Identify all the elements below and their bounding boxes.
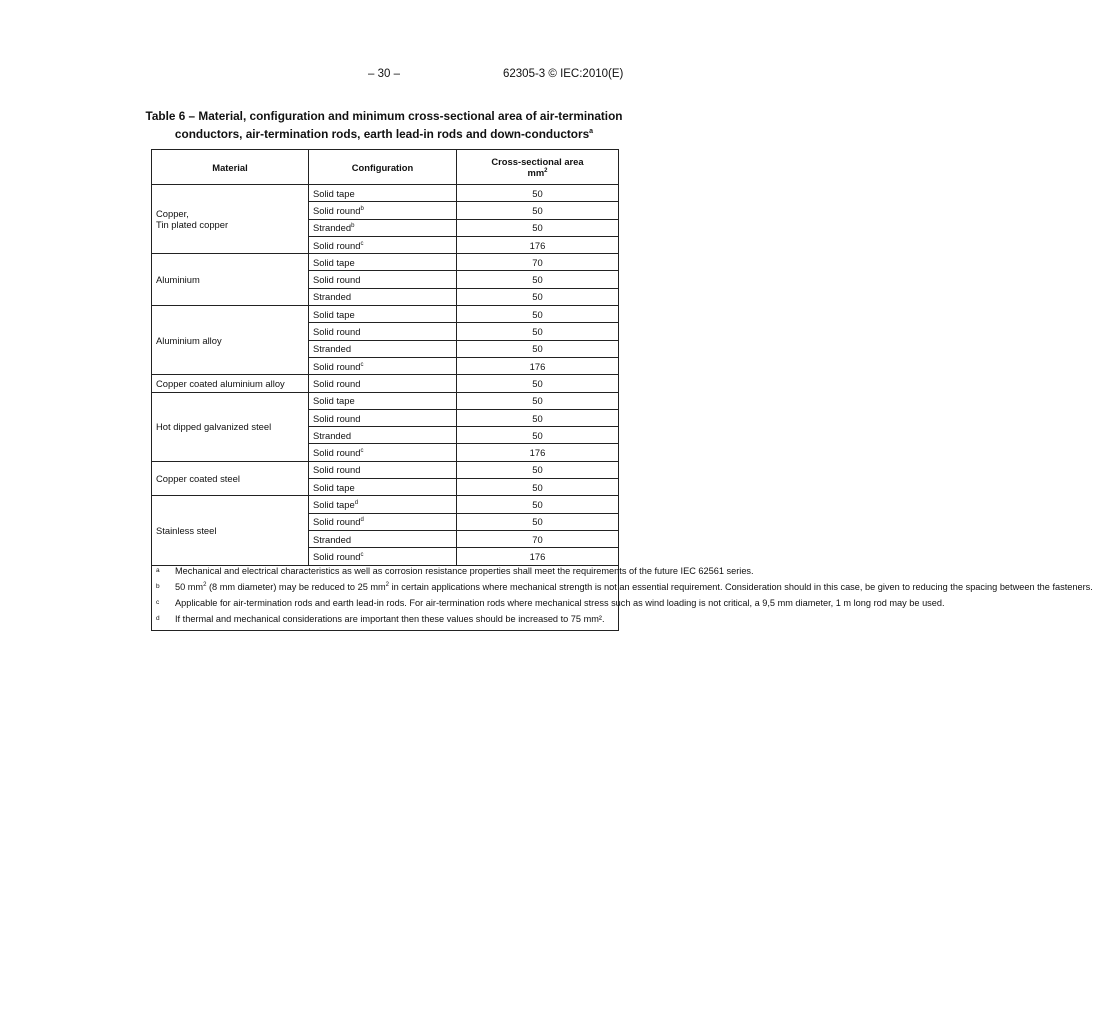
material-name: Aluminium (156, 274, 200, 286)
configuration-cell: Stranded (309, 340, 457, 357)
page-number: – 30 – (368, 68, 400, 80)
footnote-reference: c (360, 551, 364, 558)
area-value-cell: 70 (457, 530, 619, 547)
document-reference: 62305-3 © IEC:2010(E) (503, 68, 624, 80)
material-cell (152, 254, 309, 306)
configuration-cell: Solid round$^c$ (309, 548, 457, 565)
area-value-cell: 50 (457, 202, 619, 219)
area-value-cell: 50 (457, 409, 619, 426)
table-header-row (152, 150, 619, 185)
material-cell (152, 306, 309, 375)
configuration-cell: Solid round (309, 323, 457, 340)
footnotes-row (152, 565, 619, 631)
area-value-cell: 50 (457, 323, 619, 340)
table-row (152, 185, 619, 202)
configuration-cell: Solid round$^c$ (309, 357, 457, 374)
footnotes-cell (152, 565, 1093, 631)
configuration-cell: Solid tape (309, 306, 457, 323)
area-value-cell: 70 (457, 254, 619, 271)
table-row (152, 306, 619, 323)
area-value-cell: 50 (457, 461, 619, 478)
footnote-reference: b (360, 205, 364, 212)
footnote-reference: c (360, 240, 364, 247)
header-area: Cross-sectional area $mm^2$ (457, 150, 619, 185)
configuration-cell: Stranded (309, 427, 457, 444)
configuration-cell: Solid tape (309, 479, 457, 496)
caption-line-1: Table 6 – Material, configuration and minimum cross-sectional area of air-termination (145, 109, 623, 123)
area-value-cell: 176 (457, 236, 619, 253)
material-name: Tin plated copper (156, 219, 229, 231)
material-name: Stainless steel (156, 524, 217, 536)
configuration-cell: Solid round$^d$ (309, 513, 457, 530)
footnote-d: d If thermal and mechanical considerations are important then these values should be increased to 75 mm². (156, 614, 605, 625)
header-material: Material (152, 150, 309, 185)
table-body (152, 185, 619, 566)
configuration-cell: Solid round (309, 271, 457, 288)
configuration-cell: Solid tape (309, 185, 457, 202)
area-value-cell: 50 (457, 306, 619, 323)
material-cell (152, 461, 309, 496)
configuration-cell: Solid round$^b$ (309, 202, 457, 219)
area-value-cell: 50 (457, 427, 619, 444)
table-row (152, 392, 619, 409)
area-value-cell: 176 (457, 357, 619, 374)
area-value-cell: 176 (457, 444, 619, 461)
area-value-cell: 50 (457, 375, 619, 392)
configuration-cell: Solid round (309, 375, 457, 392)
footnote-c: c Applicable for air-termination rods and earth lead-in rods. For air-termination rods where mechanical stress such as wind loading is not critical, a 9,5 mm diameter, 1 m long rod may be used. (156, 597, 945, 608)
footnote-reference: d (360, 517, 364, 524)
material-cell (152, 392, 309, 461)
configuration-cell: Solid round (309, 461, 457, 478)
area-value-cell: 50 (457, 496, 619, 513)
materials-table (151, 149, 1093, 631)
configuration-cell: Solid round$^c$ (309, 444, 457, 461)
footnote-b: b 50 $mm^2$ (8 mm diameter) may be reduced to 25 $mm^2$ in certain applications where mechanical strength is not an essential requirement. Consideration should in this case, be given to reducing the spacing between the fasteners. (156, 581, 1093, 592)
footnote-reference: d (354, 499, 359, 506)
area-value-cell: 50 (457, 340, 619, 357)
material-cell (152, 375, 309, 392)
configuration-cell: Solid tape (309, 254, 457, 271)
material-cell (152, 185, 309, 254)
configuration-cell: Stranded (309, 288, 457, 305)
area-value-cell: 50 (457, 271, 619, 288)
material-name: Copper coated aluminium alloy (156, 377, 285, 389)
table-row (152, 375, 619, 392)
table-row (152, 461, 619, 478)
area-value-cell: 176 (457, 548, 619, 565)
material-name: Hot dipped galvanized steel (156, 421, 272, 433)
area-value-cell: 50 (457, 219, 619, 236)
footnote-reference: c (360, 448, 364, 455)
configuration-cell: Solid tape$^d$ (309, 496, 457, 513)
table-caption (100, 109, 668, 142)
table-row (152, 496, 619, 513)
configuration-cell: Stranded$^b$ (309, 219, 457, 236)
caption-footnote-mark: a (589, 128, 594, 135)
area-value-cell: 50 (457, 288, 619, 305)
material-name: Aluminium alloy (156, 334, 222, 346)
configuration-cell: Solid tape (309, 392, 457, 409)
configuration-cell: Solid round (309, 409, 457, 426)
header-configuration: Configuration (309, 150, 457, 185)
area-value-cell: 50 (457, 392, 619, 409)
material-cell (152, 496, 309, 565)
area-value-cell: 50 (457, 185, 619, 202)
footnote-reference: c (360, 361, 364, 368)
footnote-reference: b (351, 223, 355, 230)
material-name: Copper, (156, 208, 189, 220)
footnote-a: a Mechanical and electrical characteristics as well as corrosion resistance properties shall meet the requirements of the future IEC 62561 series. (156, 565, 754, 576)
page-header (0, 68, 768, 84)
configuration-cell: Solid round$^c$ (309, 236, 457, 253)
material-name: Copper coated steel (156, 473, 240, 485)
area-value-cell: 50 (457, 479, 619, 496)
table-row (152, 254, 619, 271)
area-value-cell: 50 (457, 513, 619, 530)
configuration-cell: Stranded (309, 530, 457, 547)
caption-line-2: conductors, air-termination rods, earth lead-in rods and down-conductors$^a$ (174, 127, 594, 141)
